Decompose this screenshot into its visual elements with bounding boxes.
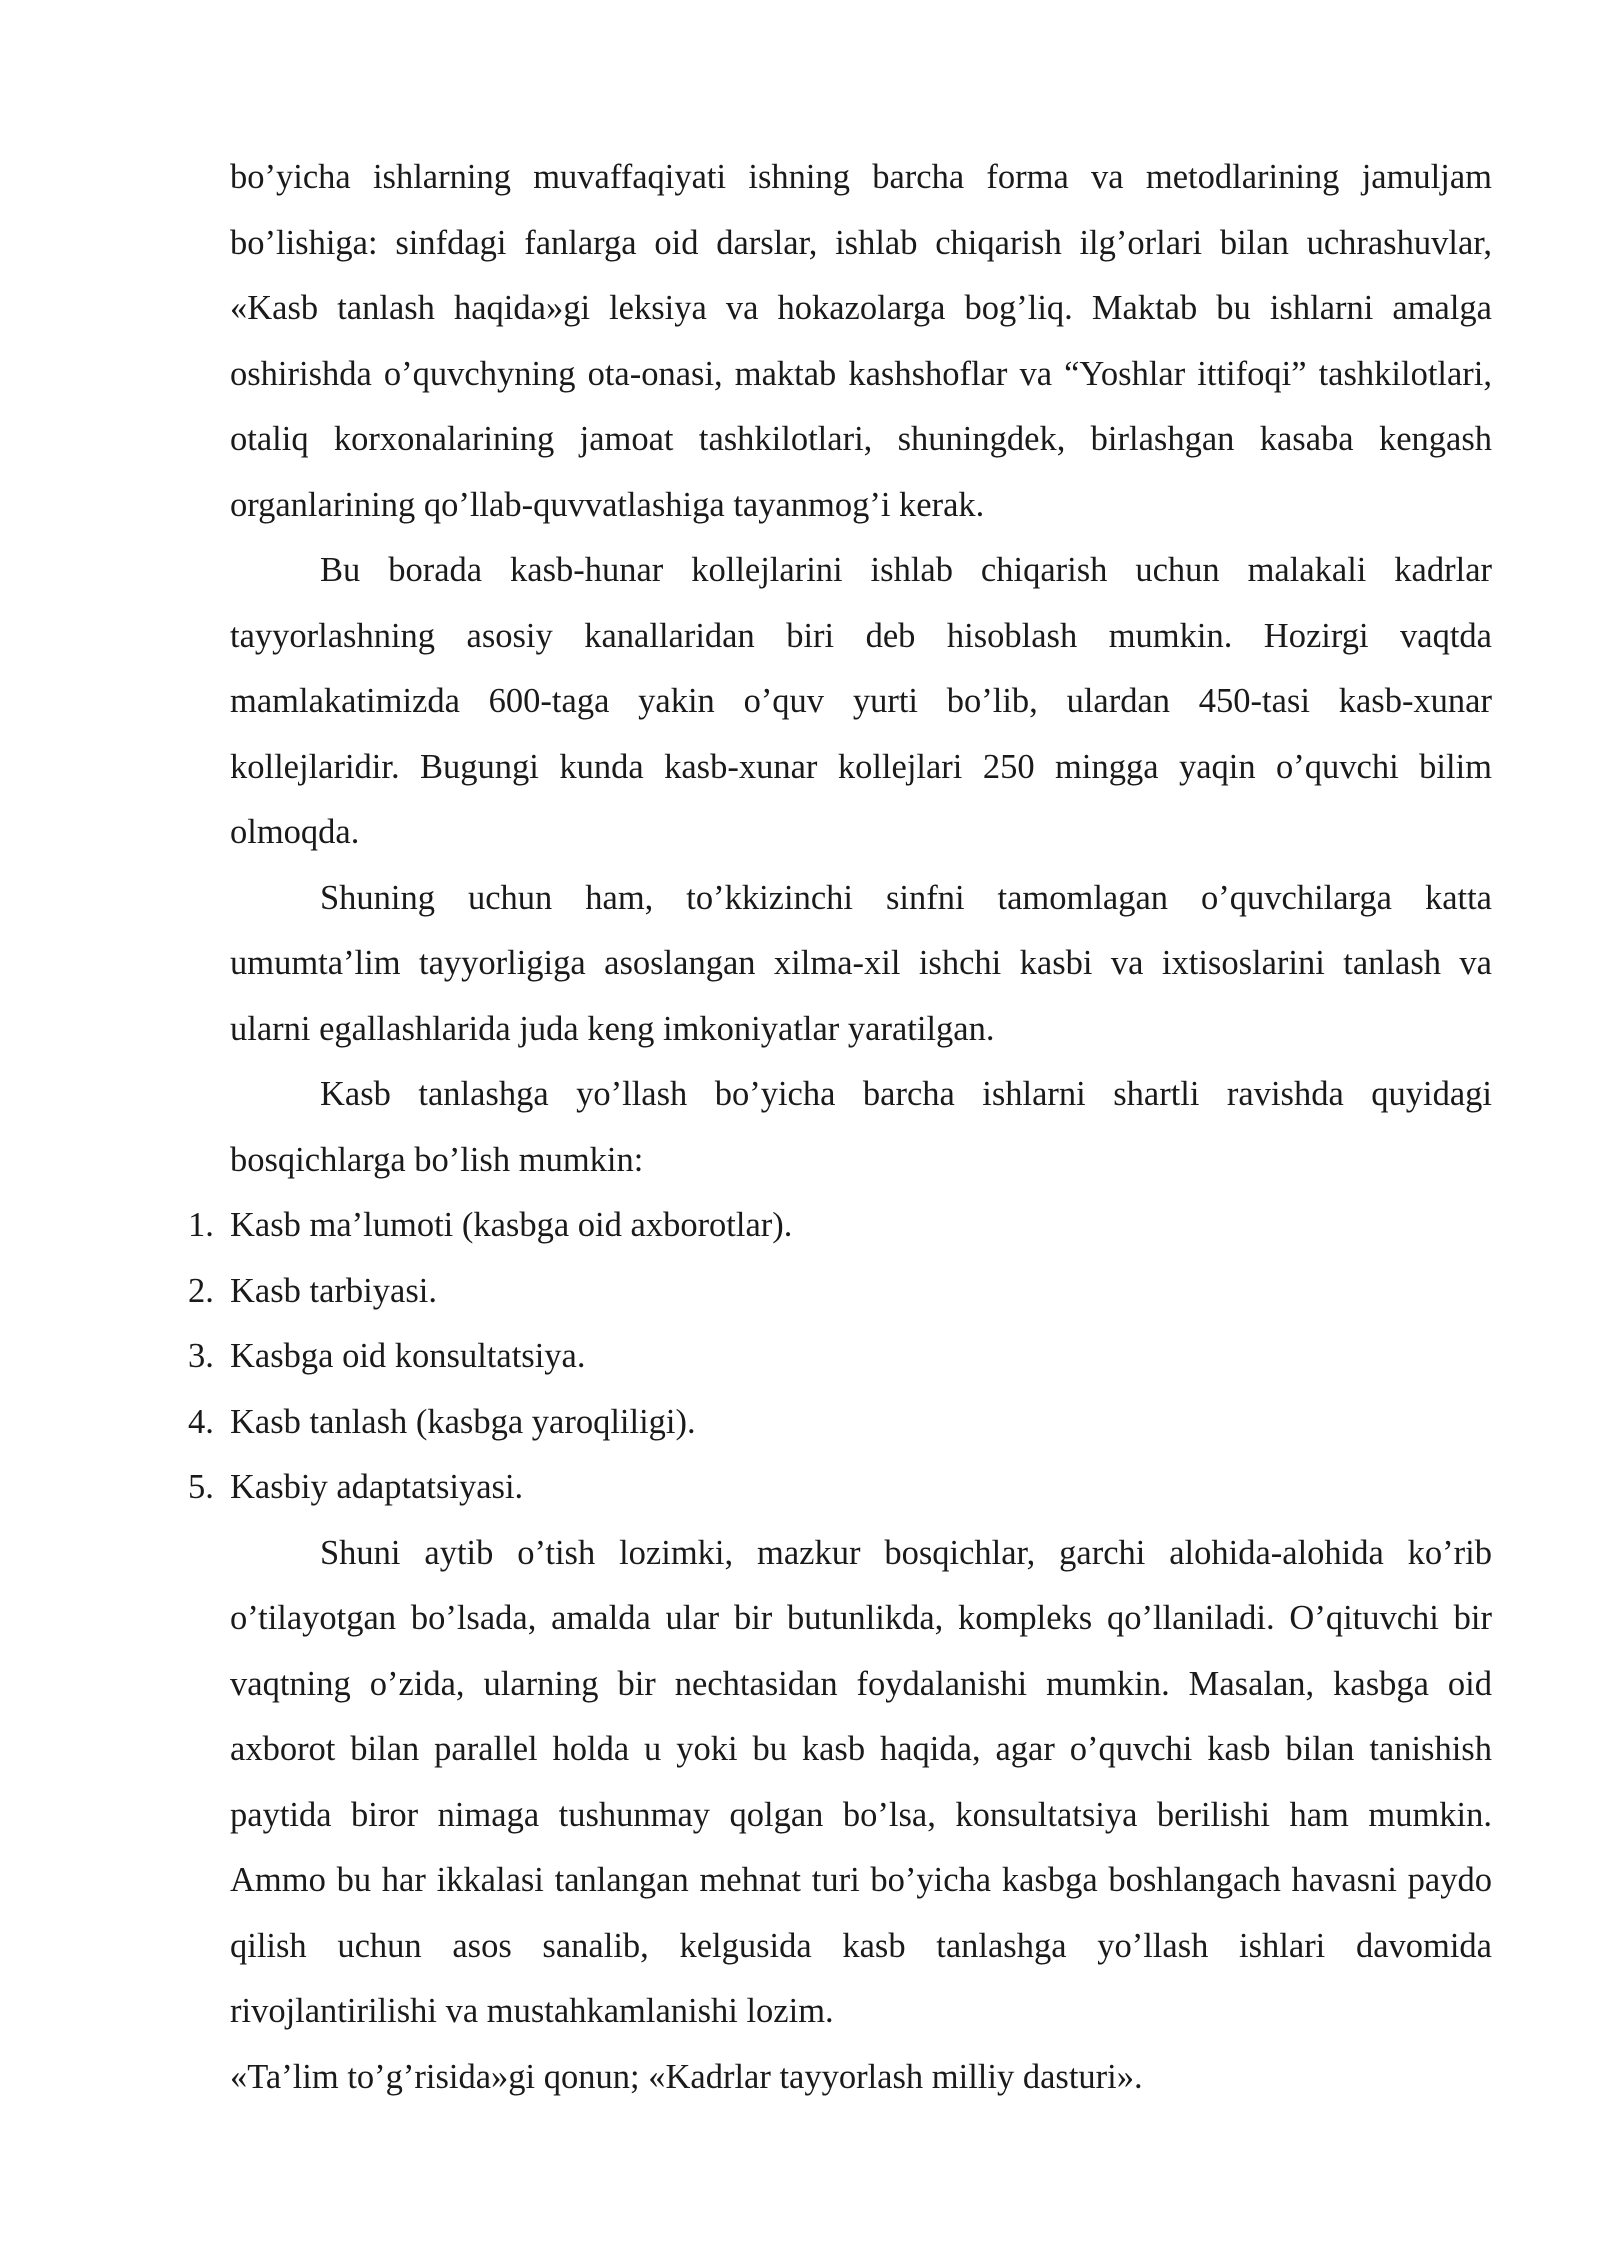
- list-item-text: Kasb ma’lumoti (kasbga oid axborotlar).: [230, 1206, 793, 1244]
- paragraph-references: «Ta’lim to’g’risida»gi qonun; «Kadrlar tayyorlash milliy dasturi».: [230, 2057, 1143, 2096]
- list-item-text: Kasbiy adaptatsiyasi.: [230, 1468, 524, 1506]
- list-item: [188, 1259, 1492, 1325]
- list-item: [188, 1324, 1492, 1390]
- list-item: [188, 1193, 1492, 1259]
- list-item-number: 5.: [188, 1468, 214, 1506]
- paragraph-opportunities: Shuning uchun ham, to’kkizinchi sinfni tamomlagan o’quvchilarga katta umumta’lim tayyorligiga asoslangan xilma-xil ishchi kasbi va ixtisoslarini tanlash va ularni egallashlarida juda keng imkoniyatlar yaratilgan.: [230, 878, 1492, 1048]
- paragraph-colleges: Bu borada kasb-hunar kollejlarini ishlab chiqarish uchun malakali kadrlar tayyorlashning asosiy kanallaridan biri deb hisoblash mumkin. Hozirgi vaqtda mamlakatimizda 600-taga yakin o’quv yurti bo’lib, ulardan 450-tasi kasb-xunar kollejlaridir. Bugungi kunda kasb-xunar kollejlari 250 mingga yaqin o’quvchi bilim olmoqda.: [230, 551, 1492, 851]
- stages-list: [188, 1193, 1492, 1521]
- list-item-text: Kasb tarbiyasi.: [230, 1271, 437, 1310]
- paragraph-intro: bo’yicha ishlarning muvaffaqiyati ishning barcha forma va metodlarining jamuljam bo’lishiga: sinfdagi fanlarga oid darslar, ishlab chiqarish ilg’orlari bilan uchrashuvlar, «Kasb tanlash haqida»gi leksiya va hokazolarga bog’liq. Maktab bu ishlarni amalga oshirishda o’quvchyning ota-onasi, maktab kashshoflar va “Yoshlar ittifoqi” tashkilotlari, otaliq korxonalarining jamoat tashkilotlari, shuningdek, birlashgan kasaba kengash organlarining qo’llab-quvvatlashiga tayanmog’i kerak.: [230, 158, 1492, 524]
- list-item-text: Kasb tanlash (kasbga yaroqliligi).: [230, 1402, 696, 1441]
- list-item-number: 2.: [188, 1271, 214, 1310]
- list-item-number: 3.: [188, 1337, 214, 1375]
- paragraph-stages-combined: Shuni aytib o’tish lozimki, mazkur bosqichlar, garchi alohida-alohida ko’rib o’tilayotgan bo’lsada, amalda ular bir butunlikda, kompleks qo’llaniladi. O’qituvchi bir vaqtning o’zida, ularning bir nechtasidan foydalanishi mumkin. Masalan, kasbga oid axborot bilan parallel holda u yoki bu kasb haqida, agar o’quvchi kasb bilan tanishish paytida biror nimaga tushunmay qolgan bo’lsa, konsultatsiya berilishi ham mumkin. Ammo bu har ikkalasi tanlangan mehnat turi bo’yicha kasbga boshlangach havasni paydo qilish uchun asos sanalib, kelgusida kasb tanlashga yo’llash ishlari davomida rivojlantirilishi va mustahkamlanishi lozim.: [230, 1533, 1492, 2030]
- list-item: [188, 1455, 1492, 1521]
- document-body: [188, 145, 1492, 2110]
- paragraph-stages-intro: Kasb tanlashga yo’llash bo’yicha barcha ishlarni shartli ravishda quyidagi bosqichlarga bo’lish mumkin:: [230, 1075, 1492, 1179]
- list-item: [188, 1390, 1492, 1456]
- list-item-number: 4.: [188, 1402, 214, 1441]
- list-item-text: Kasbga oid konsultatsiya.: [230, 1337, 586, 1375]
- list-item-number: 1.: [188, 1206, 214, 1244]
